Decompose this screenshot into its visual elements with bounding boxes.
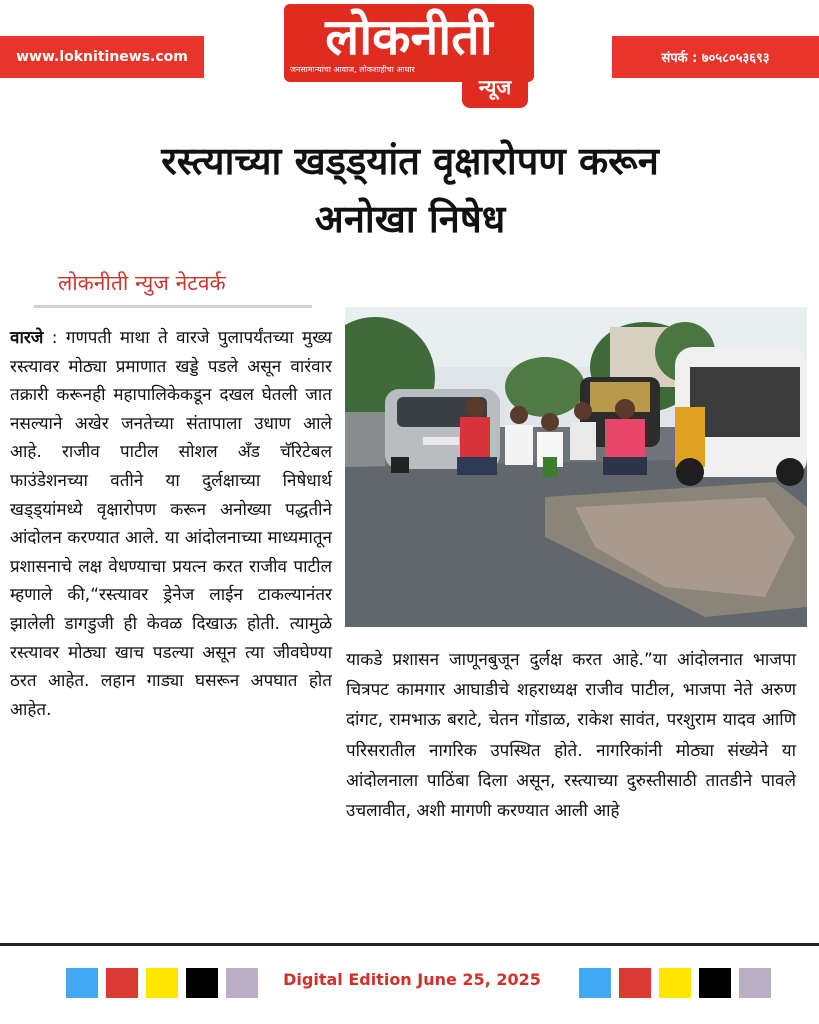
color-swatches-left: [66, 968, 258, 998]
website-url[interactable]: www.loknitinews.com: [16, 49, 188, 65]
swatch-red: [106, 968, 138, 998]
swatch-black: [699, 968, 731, 998]
website-ribbon[interactable]: [0, 36, 204, 78]
headline-line-2: अनोखा निषेध: [314, 197, 506, 241]
swatch-lilac: [739, 968, 771, 998]
swatch-lilac: [226, 968, 258, 998]
headline-line-1: रस्त्याच्या खड्ड्यांत वृक्षारोपण करून: [161, 139, 659, 183]
article-body-right: याकडे प्रशासन जाणूनबुजून दुर्लक्ष करत आहे.”या आंदोलनात भाजपा चित्रपट कामगार आघाडीचे शहराध्यक्ष राजीव पाटील, भाजपा नेते अरुण दांगट, रामभाऊ बराटे, चेतन गोंडाळ, राकेश सावंत, परशुराम यादव आणि परिसरातील नागरिक उपस्थित होते. नागरिकांनी मोठ्या संख्येने या आंदोलनाला पाठिंबा दिला असून, रस्त्याच्या दुरुस्तीसाठी तातडीने पावले उचलावीत, अशी मागणी करण्यात आली आहे: [346, 650, 796, 822]
contact-number: संपर्क : ७०५८०५३६९३: [661, 51, 770, 66]
logo-tagline: जनसामान्यांचा आवाज, लोकशाहीचा आधार: [290, 65, 415, 74]
edition-label: Digital Edition June 25, 2025: [283, 970, 541, 989]
swatch-black: [186, 968, 218, 998]
swatch-blue: [66, 968, 98, 998]
body-text-left: : गणपती माथा ते वारजे पुलापर्यंतच्या मुख्य रस्त्यावर मोठ्या प्रमाणात खड्डे पडले असून वारंवार तक्रारी करूनही महापालिकेकडून दखल घेतली जात नसल्याने अखेर जनतेच्या संतापाला उधाण आले आहे. राजीव पाटील सोशल अँड चॅरिटेबल फाउंडेशनच्या वतीने या दुर्लक्षाच्या निषेधार्थ खड्ड्यांमध्ये वृक्षारोपण करून अनोख्या पद्धतीने आंदोलन करण्यात आले. या आंदोलनाच्या माध्यमातून प्रशासनाचे लक्ष वेधण्याचा प्रयत्न करत राजीव पाटील म्हणाले की,“रस्त्यावर ड्रेनेज लाईन टाकल्यानंतर झालेली डागडुजी ही केवळ दिखाऊ होती. त्यामुळे रस्त्यावर मोठ्या खाच पडल्या असून त्या जीवघेण्या ठरत आहेत. लहान गाड्या घसरून अपघात होत आहेत.: [10, 328, 332, 720]
masthead-logo: [284, 4, 534, 106]
byline: लोकनीती न्युज नेटवर्क: [58, 271, 226, 295]
color-swatches-right: [579, 968, 771, 998]
headline: [40, 132, 780, 248]
footer-divider: [0, 943, 819, 946]
swatch-red: [619, 968, 651, 998]
swatch-yellow: [659, 968, 691, 998]
article-body-left: [10, 324, 332, 724]
swatch-blue: [579, 968, 611, 998]
dateline: वारजे: [10, 328, 44, 348]
contact-ribbon: [612, 36, 819, 78]
swatch-yellow: [146, 968, 178, 998]
road-protest-photo: [345, 307, 807, 627]
logo-title: लोकनीती: [325, 8, 493, 66]
logo-sub: न्यूज: [462, 68, 528, 108]
article-photo: [345, 307, 807, 627]
byline-divider: [34, 305, 312, 308]
